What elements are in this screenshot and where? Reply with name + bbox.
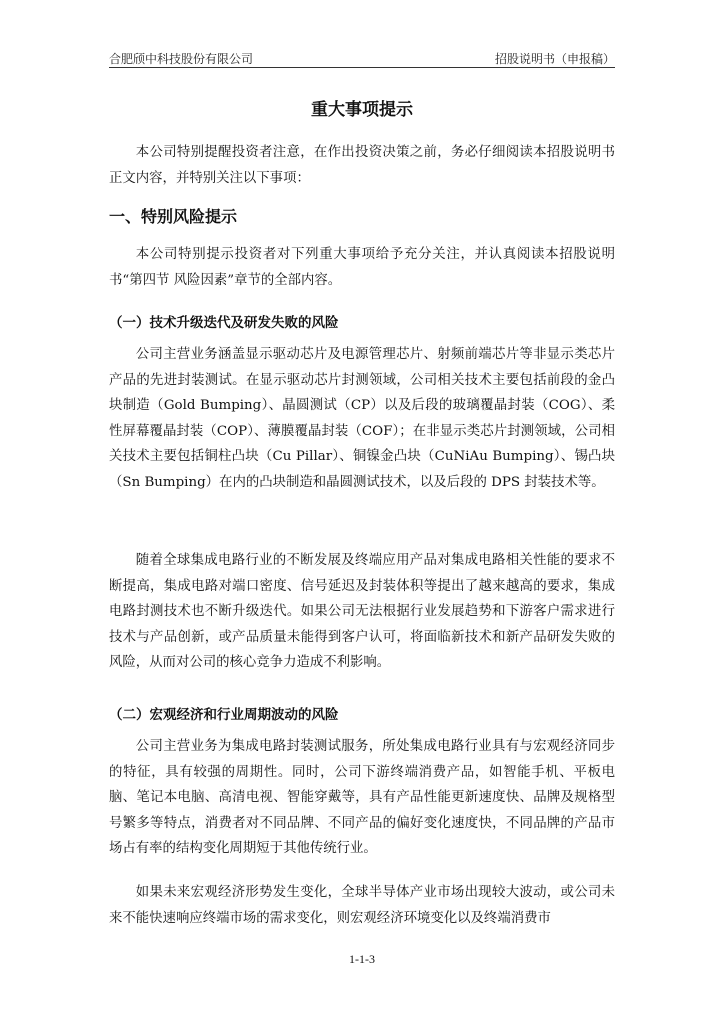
subsection-heading-macro-risk: （二）宏观经济和行业周期波动的风险 [109, 707, 339, 723]
tech-risk-paragraph-2: 随着全球集成电路行业的不断发展及终端应用产品对集成电路相关性能的要求不断提高，集成电路对端口密度、信号延迟及封装体积等提出了越来越高的要求，集成电路封测技术也不断升级迭代。如果公司无法根据行业发展趋势和下游客户需求进行技术与产品创新，或产品质量未能得到客户认可，将面临新技术和新产品研发失败的风险，从而对公司的核心竞争力造成不利影响。 [109, 553, 615, 670]
macro-risk-paragraph-2: 如果未来宏观经济形势发生变化，全球半导体产业市场出现较大波动，或公司未来不能快速响应终端市场的需求变化，则宏观经济环境变化以及终端消费市 [109, 885, 615, 926]
header-company-name: 合肥颀中科技股份有限公司 [109, 52, 254, 66]
macro-risk-paragraph-1: 公司主营业务为集成电路封装测试服务，所处集成电路行业具有与宏观经济同步的特征，具有较强的周期性。同时，公司下游终端消费产品，如智能手机、平板电脑、笔记本电脑、高清电视、智能穿戴等，具有产品性能更新速度快、品牌及规格型号繁多等特点，消费者对不同品牌、不同产品的偏好变化速度快，不同品牌的产品市场占有率的结构变化周期短于其他传统行业。 [109, 739, 615, 856]
header-document-type: 招股说明书（申报稿） [494, 52, 615, 66]
tech-risk-paragraph-1: 公司主营业务涵盖显示驱动芯片及电源管理芯片、射频前端芯片等非显示类芯片产品的先进封装测试。在显示驱动芯片封测领域，公司相关技术主要包括前段的金凸块制造（Gold Bumping）、晶圆测试（CP）以及后段的玻璃覆晶封装（COG）、柔性屏幕覆晶封装（COP）、薄膜覆晶封装（COF）；在非显示类芯片封测领域，公司相关技术主要包括铜柱凸块（Cu Pillar）、铜镍金凸块（CuNiAu Bumping）、锡凸块（Sn Bumping）在内的凸块制造和晶圆测试技术，以及后段的 DPS 封装技术等。 [109, 347, 615, 490]
subsection-heading-tech-risk: （一）技术升级迭代及研发失败的风险 [109, 315, 339, 331]
intro-paragraph: 本公司特别提醒投资者注意，在作出投资决策之前，务必仔细阅读本招股说明书正文内容，并特别关注以下事项： [109, 145, 615, 186]
page-title: 重大事项提示 [311, 100, 413, 120]
page-header [109, 50, 615, 68]
header-divider [109, 67, 615, 68]
page-number: 1-1-3 [349, 952, 375, 966]
section-heading-special-risks: 一、特别风险提示 [109, 207, 238, 226]
section-intro-paragraph: 本公司特别提示投资者对下列重大事项给予充分关注，并认真阅读本招股说明书“第四节 风险因素”章节的全部内容。 [109, 247, 615, 288]
